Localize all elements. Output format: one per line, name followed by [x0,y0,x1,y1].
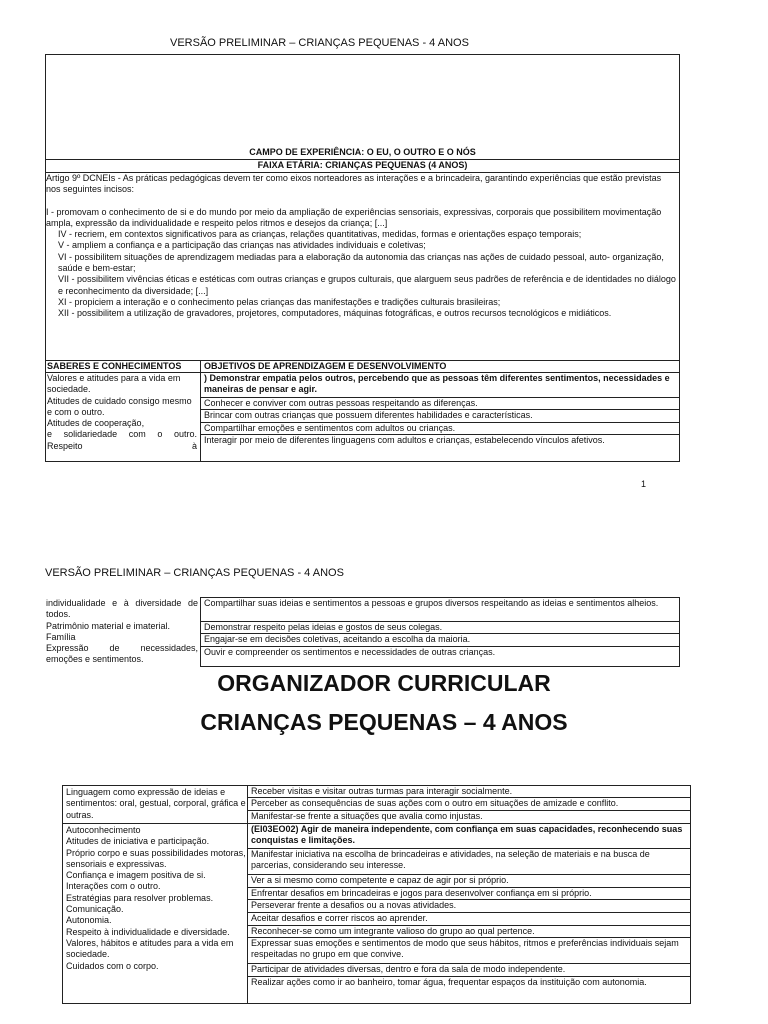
saberes-cell: Linguagem como expressão de ideias e sentimentos: oral, gestual, corporal, gráfica e outras. [66,787,246,820]
objetivo-row: Reconhecer-se como um integrante valioso do grupo ao qual pertence. [248,926,690,938]
page-header: VERSÃO PRELIMINAR – CRIANÇAS PEQUENAS - 4 ANOS [45,567,344,579]
objetivo-row: Realizar ações como ir ao banheiro, tomar água, frequentar espaços da instituição com autonomia. [251,977,647,987]
objetivo-row: Enfrentar desafios em brincadeiras e jogos para desenvolver confiança em si próprio. [248,888,690,900]
inciso-item: XI - propiciem a interação e o conhecimento pelas crianças das manifestações e tradições culturais brasileiras; [58,296,501,307]
inciso-item: I - promovam o conhecimento de si e do mundo por meio da ampliação de experiências sensoriais, expressivas, corporais que possibilitem movimentação ampla, expressão da individualidade e respeito pelos ritmos e desejos da criança; [...] [46,206,662,228]
objetivo-row: ) Demonstrar empatia pelos outros, percebendo que as pessoas têm diferentes sentimentos, necessidades e maneiras de pensar e agir. [201,373,679,398]
saberes-cell: Valores e atitudes para a vida em sociedade. Atitudes de cuidado consigo mesmo e com o outro. Atitudes de cooperação, e solidariedade com o outro. Respeito à [47,373,197,451]
curriculum-table-2 [62,785,691,1004]
objetivo-row: Engajar-se em decisões coletivas, aceitando a escolha da maioria. [201,634,679,647]
inciso-item: IV - recriem, em contextos significativos para as crianças, relações quantitativas, medidas, formas e orientações espaço temporais; [58,229,582,240]
objetivo-row: Perceber as consequências de suas ações com o outro em situações de amizade e conflito. [248,798,690,811]
page-number: 1 [641,479,647,489]
objetivo-row: Perseverar frente a desafios ou a novas atividades. [248,900,690,913]
inciso-item: VII - possibilitem vivências éticas e estéticas com outras crianças e grupos culturais, que alarguem seus padrões de referência e de identidades no diálogo e reconhecimento da diversidade; [...] [58,274,676,296]
objetivo-row: Compartilhar emoções e sentimentos com adultos ou crianças. [201,423,679,435]
objetivo-row: Interagir por meio de diferentes linguagens com adultos e crianças, estabelecendo vínculos afetivos. [204,435,605,445]
objetivo-row: Aceitar desafios e correr riscos ao aprender. [248,913,690,926]
curriculum-table [45,54,680,462]
campo-title: CAMPO DE EXPERIÊNCIA: O EU, O OUTRO E O NÓS [249,147,476,157]
objetivo-row: Manifestar iniciativa na escolha de brincadeiras e atividades, na seleção de materiais e na busca de parcerias, considerando seu interesse. [248,849,690,875]
objetivo-row: Brincar com outras crianças que possuem diferentes habilidades e características. [201,410,679,423]
objetivo-row: Compartilhar suas ideias e sentimentos a pessoas e grupos diversos respeitando as ideias e sentimentos alheios. [201,598,679,622]
objetivo-row: Participar de atividades diversas, dentro e fora da sala de modo independente. [248,964,690,977]
artigo-text: Artigo 9º DCNEIs - As práticas pedagógicas devem ter como eixos norteadores as interações e a brincadeira, garantindo experiências que estão previstas nos seguintes incisos: I - promovam o conhecimento de si e do mundo por meio da ampliação de experiências sensoriais, expressivas, corporais que possibilitem movimentação ampla, expressão da individualidade e respeito pelos ritmos e desejos da criança; [...] IV - recriem, em contextos significativos para as crianças, relações quantitativas, medidas, formas e orientações espaço temporais; V - ampliem a confiança e a participação das crianças nas atividades individuais e coletivas; VI - possibilitem situações de aprendizagem mediadas para a elaboração da autonomia das crianças nas ações de cuidado pessoal, auto- organização, saúde e bem-estar; VII - possibilitem vivências éticas e estéticas com outras crianças e grupos culturais, que alarguem seus padrões de referência e de identidades no diálogo e reconhecimento da diversidade; [...] XI - propiciem a interação e o conhecimento pelas crianças das manifestações e tradições culturais brasileiras; XII - possibilitem a utilização de gravadores, projetores, computadores, máquinas fotográficas, e outros recursos tecnológicos e midiáticos. [46,173,678,320]
saberes-cell: Autoconhecimento Atitudes de iniciativa e participação. Próprio corpo e suas possibilidades motoras, sensoriais e expressivas. Confiança e imagem positiva de si. Interações com o outro. Estratégias para resolver problemas. Comunicação. Autonomia. Respeito à individualidade e diversidade. Valores, hábitos e atitudes para a vida em sociedade. Cuidados com o corpo. [66,825,246,971]
inciso-item: VI - possibilitem situações de aprendizagem mediadas para a elaboração da autonomia das crianças nas ações de cuidado pessoal, auto- organização, saúde e bem-estar; [58,251,664,274]
objetivos-table [200,597,680,667]
objetivo-row: Expressar suas emoções e sentimentos de modo que seus hábitos, ritmos e preferências individuais sejam respeitadas no grupo em que convive. [248,938,690,964]
objetivo-row: Conhecer e conviver com outras pessoas respeitando as diferenças. [201,398,679,410]
objetivo-row: Demonstrar respeito pelas ideias e gostos de seus colegas. [201,622,679,634]
page-header: VERSÃO PRELIMINAR – CRIANÇAS PEQUENAS - 4 ANOS [170,37,469,49]
inciso-item: XII - possibilitem a utilização de gravadores, projetores, computadores, máquinas fotográficas, e outros recursos tecnológicos e midiáticos. [58,308,612,319]
col-header-objetivos: OBJETIVOS DE APRENDIZAGEM E DESENVOLVIMENTO [204,361,447,371]
organizer-subtitle: CRIANÇAS PEQUENAS – 4 ANOS [200,709,568,735]
objetivo-row: Ver a si mesmo como competente e capaz de agir por si próprio. [248,875,690,888]
objetivo-row: Ouvir e compreender os sentimentos e necessidades de outras crianças. [204,647,496,657]
objetivo-row: Manifestar-se frente a situações que avalia como injustas. [248,811,690,824]
faixa-title: FAIXA ETÁRIA: CRIANÇAS PEQUENAS (4 ANOS) [257,160,468,170]
inciso-item: V - ampliem a confiança e a participação das crianças nas atividades individuais e coletivas; [58,240,426,251]
organizer-title: ORGANIZADOR CURRICULAR [217,670,551,696]
saberes-cell: individualidade e à diversidade de todos. Patrimônio material e imaterial. Família Expressão de necessidades, emoções e sentimentos. [46,598,198,665]
col-header-saberes: SABERES E CONHECIMENTOS [47,361,182,371]
objetivo-row: (EI03EO02) Agir de maneira independente, com confiança em suas capacidades, reconhecendo suas conquistas e limitações. [248,824,690,849]
objetivo-row: Receber visitas e visitar outras turmas para interagir socialmente. [248,786,690,798]
